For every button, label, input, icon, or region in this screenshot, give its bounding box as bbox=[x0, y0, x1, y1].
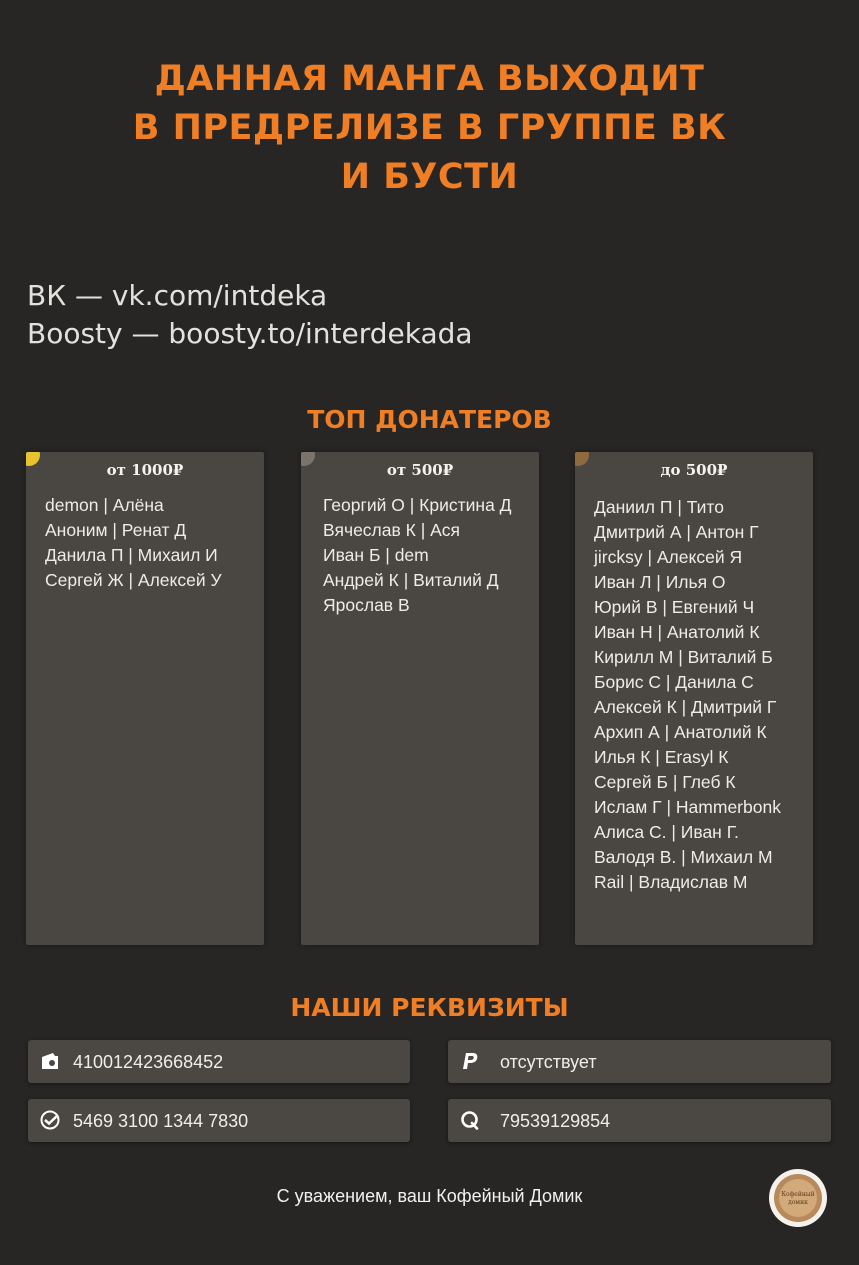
list-item: Даниил П | Тито bbox=[594, 497, 724, 517]
requisites-title: НАШИ РЕКВИЗИТЫ bbox=[290, 993, 569, 1022]
title-line-3: И БУСТИ bbox=[340, 157, 519, 197]
vk-link[interactable]: ВК — vk.com/intdeka bbox=[27, 279, 328, 312]
list-item: Архип А | Анатолий К bbox=[594, 722, 767, 742]
yoomoney-icon bbox=[40, 1051, 60, 1071]
tier-label: от 1000₽ bbox=[106, 461, 184, 479]
qiwi-icon bbox=[460, 1110, 480, 1130]
requisite-sberbank bbox=[28, 1099, 410, 1142]
list-item: Илья К | Erasyl К bbox=[594, 747, 729, 767]
title-line-1: ДАННАЯ МАНГА ВЫХОДИТ bbox=[154, 59, 705, 99]
tier-label: от 500₽ bbox=[386, 461, 454, 479]
list-item: demon | Алёна bbox=[45, 495, 164, 515]
tier-label: до 500₽ bbox=[660, 461, 728, 479]
list-item: Иван Н | Анатолий К bbox=[594, 622, 760, 642]
list-item: Ислам Г | Hammerbonk bbox=[594, 797, 781, 817]
list-item: Данила П | Михаил И bbox=[45, 545, 218, 565]
list-item: Иван Л | Илья О bbox=[594, 572, 726, 592]
yoomoney-number: 410012423668452 bbox=[73, 1052, 224, 1072]
requisite-qiwi bbox=[448, 1099, 831, 1142]
boosty-link[interactable]: Boosty — boosty.to/interdekada bbox=[27, 317, 473, 350]
requisite-paypal bbox=[448, 1040, 831, 1083]
qiwi-number: 79539129854 bbox=[500, 1111, 611, 1131]
list-item: Кирилл М | Виталий Б bbox=[594, 647, 773, 667]
list-item: Ярослав В bbox=[323, 595, 410, 615]
list-item: jircksy | Алексей Я bbox=[594, 547, 743, 567]
list-item: Иван Б | dem bbox=[323, 545, 429, 565]
list-item: Алиса С. | Иван Г. bbox=[594, 822, 739, 842]
list-item: Валодя В. | Михаил М bbox=[594, 847, 773, 867]
list-item: Вячеслав К | Ася bbox=[323, 520, 461, 540]
svg-text:домик: домик bbox=[788, 1199, 808, 1206]
list-item: Сергей Б | Глеб К bbox=[594, 772, 736, 792]
list-item: Юрий В | Евгений Ч bbox=[594, 597, 755, 617]
top-donors-title: ТОП ДОНАТЕРОВ bbox=[307, 405, 552, 434]
sberbank-icon bbox=[40, 1110, 60, 1130]
links-block bbox=[27, 277, 473, 353]
requisite-yoomoney bbox=[28, 1040, 410, 1083]
coffee-house-logo bbox=[769, 1169, 827, 1227]
list-item: Борис С | Данила С bbox=[594, 672, 754, 692]
paypal-icon bbox=[460, 1051, 480, 1071]
svg-text:Кофейный: Кофейный bbox=[781, 1191, 815, 1198]
list-item: Георгий О | Кристина Д bbox=[323, 495, 512, 515]
list-item: Сергей Ж | Алексей У bbox=[45, 570, 222, 590]
list-item: Алексей К | Дмитрий Г bbox=[594, 697, 777, 717]
sberbank-card-number: 5469 3100 1344 7830 bbox=[73, 1111, 249, 1131]
list-item: Андрей К | Виталий Д bbox=[323, 570, 499, 590]
page-title bbox=[0, 55, 859, 202]
donor-list-under-500 bbox=[594, 495, 859, 895]
title-line-2: В ПРЕДРЕЛИЗЕ В ГРУППЕ ВК bbox=[132, 108, 727, 148]
list-item: Дмитрий А | Антон Г bbox=[594, 522, 759, 542]
paypal-value: отсутствует bbox=[500, 1052, 597, 1072]
list-item: Rail | Владислав М bbox=[594, 872, 748, 892]
list-item: Аноним | Ренат Д bbox=[45, 520, 187, 540]
footer-signature: С уважением, ваш Кофейный Домик bbox=[276, 1186, 583, 1206]
